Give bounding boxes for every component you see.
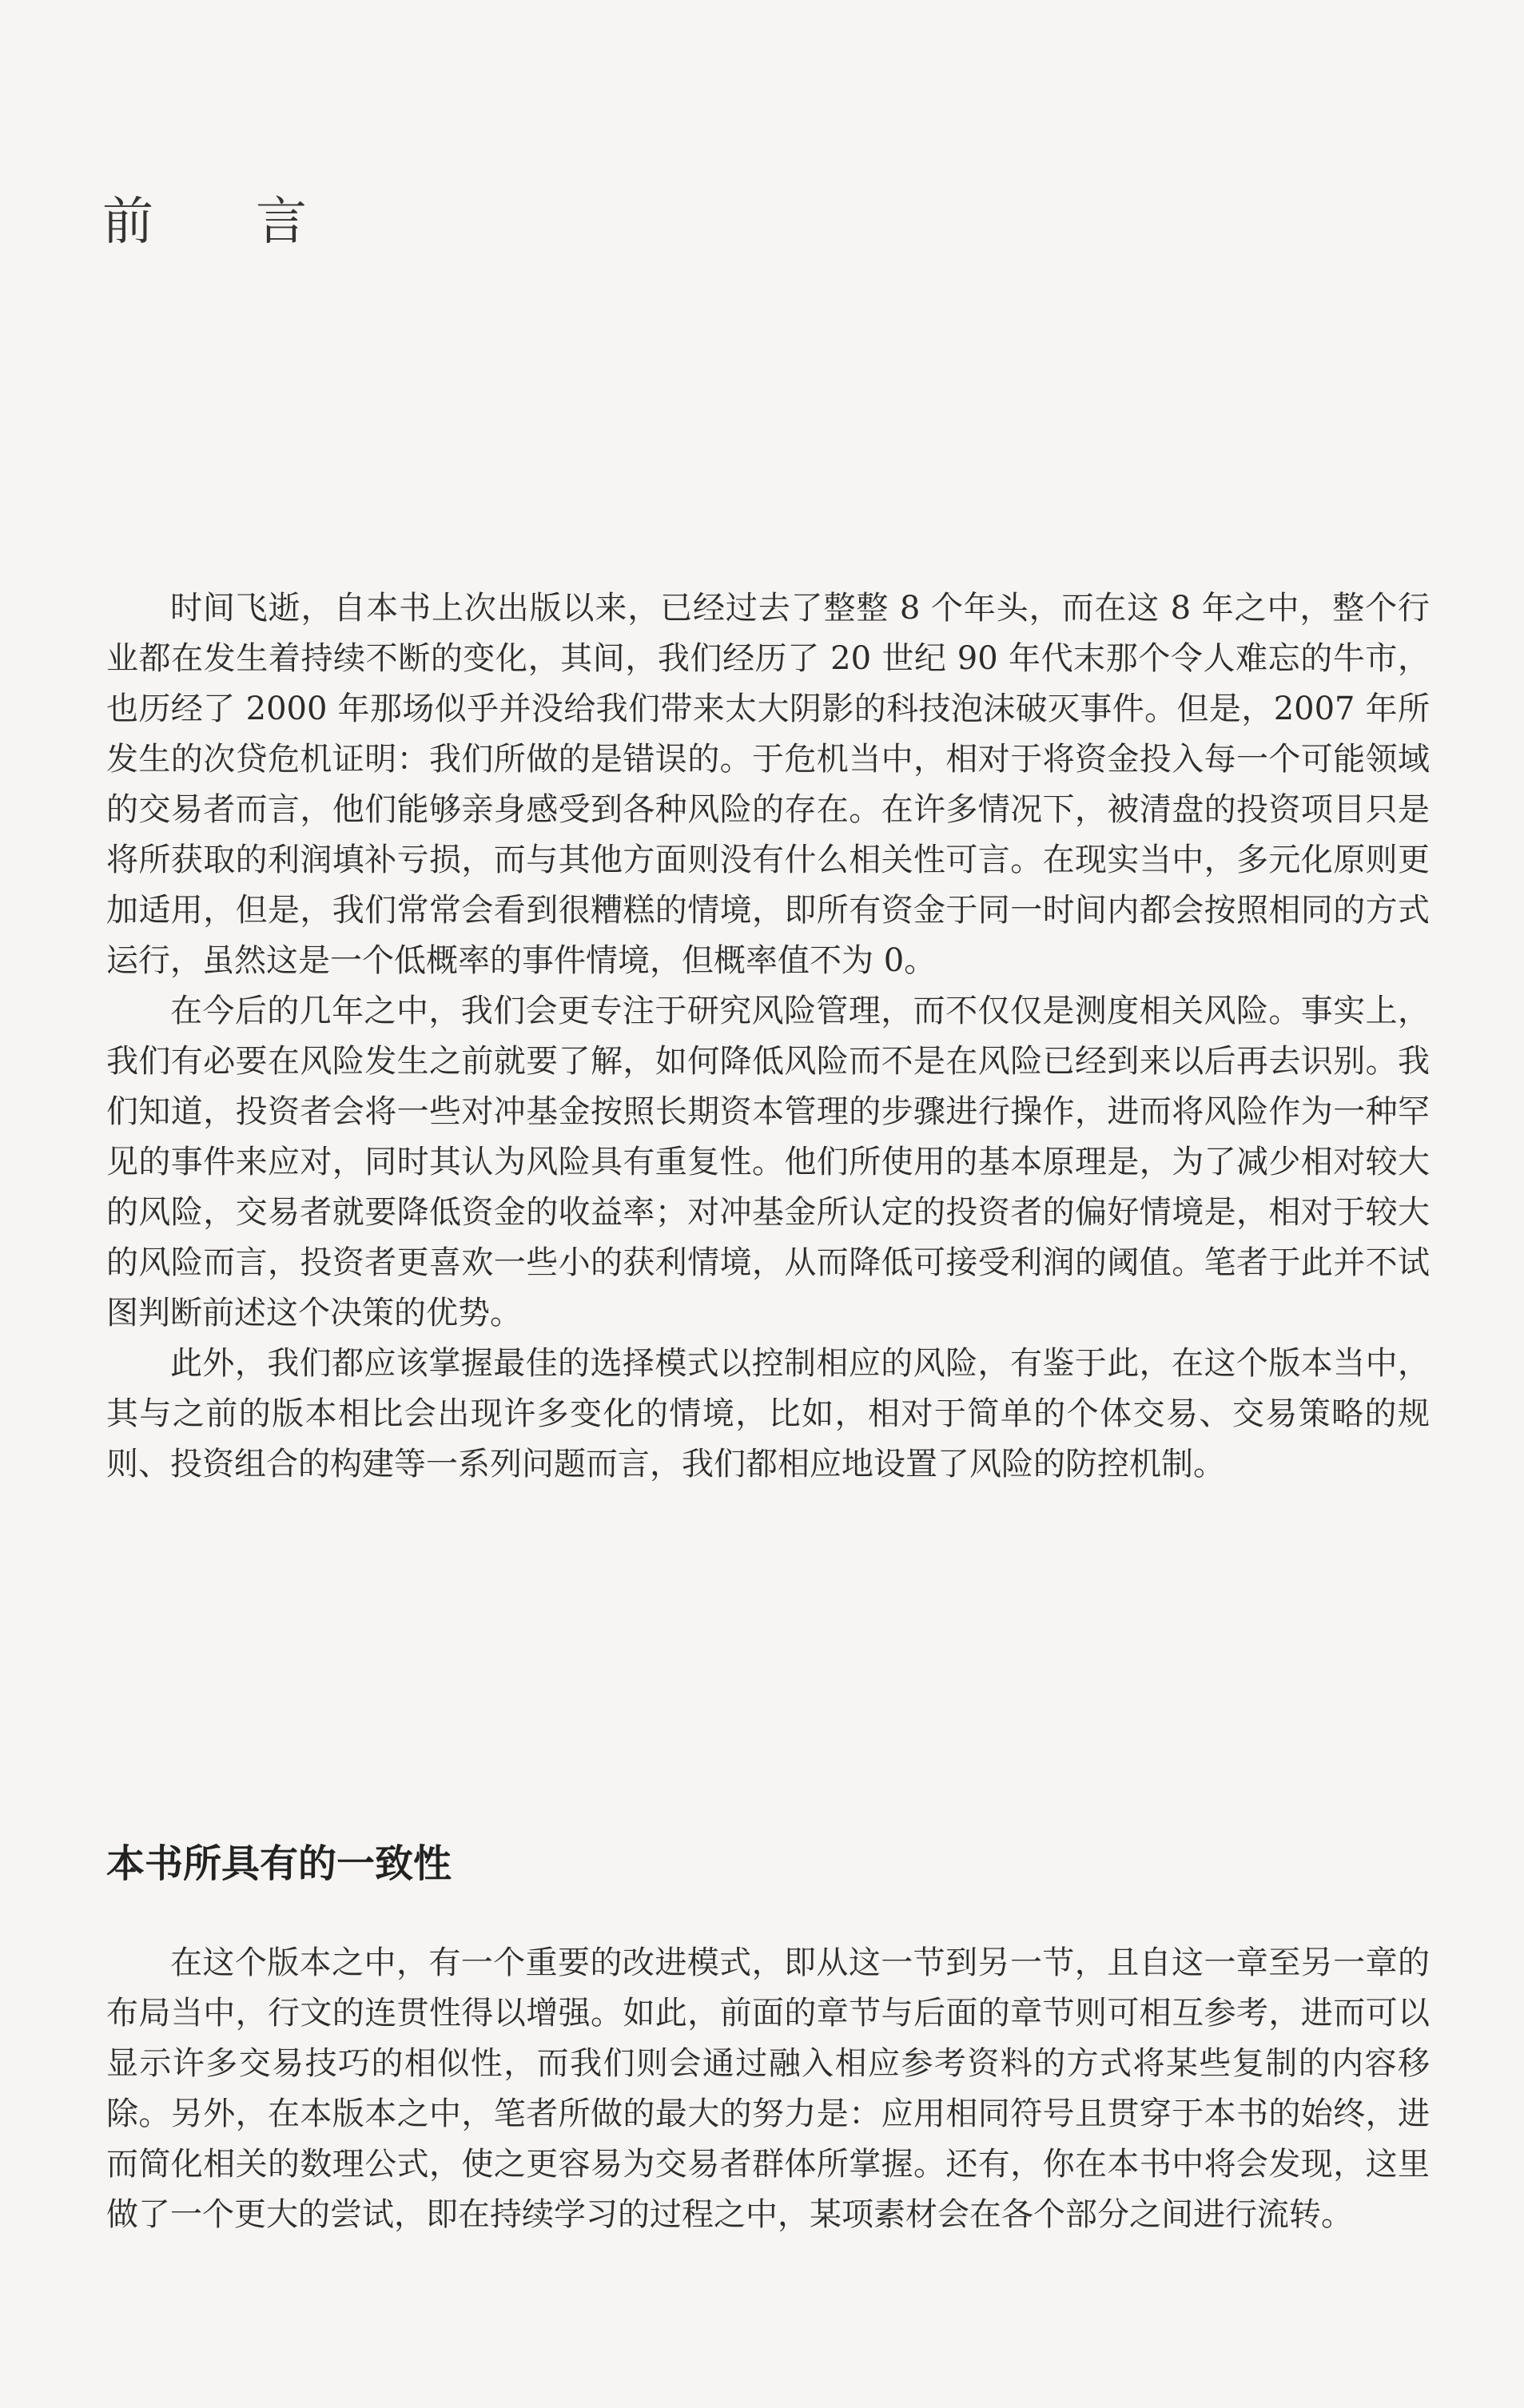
chapter-title: 前 言 [102,193,307,252]
consistency-body [106,1938,1430,2240]
intro-body [106,583,1430,1490]
consistency-paragraph-1: 在这个版本之中，有一个重要的改进模式，即从这一节到另一节，且自这一章至另一章的布局当中，行文的连贯性得以增强。如此，前面的章节与后面的章节则可相互参考，进而可以显示许多交易技巧的相似性，而我们则会通过融入相应参考资料的方式将某些复制的内容移除。另外，在本版本之中，笔者所做的最大的努力是：应用相同符号且贯穿于本书的始终，进而简化相关的数理公式，使之更容易为交易者群体所掌握。还有，你在本书中将会发现，这里做了一个更大的尝试，即在持续学习的过程之中，某项素材会在各个部分之间进行流转。 [106,1944,1430,2233]
section-title-consistency: 本书所具有的一致性 [106,1841,452,1886]
intro-paragraph-1: 时间飞逝，自本书上次出版以来，已经过去了整整 8 个年头，而在这 8 年之中，整个行业都在发生着持续不断的变化，其间，我们经历了 20 世纪 90 年代末那个令人难忘的牛市，也历经了 2000 年那场似乎并没给我们带来太大阴影的科技泡沫破灭事件。但是，2007 年所发生的次贷危机证明：我们所做的是错误的。于危机当中，相对于将资金投入每一个可能领域的交易者而言，他们能够亲身感受到各种风险的存在。在许多情况下，被清盘的投资项目只是将所获取的利润填补亏损，而与其他方面则没有什么相关性可言。在现实当中，多元化原则更加适用，但是，我们常常会看到很糟糕的情境，即所有资金于同一时间内都会按照相同的方式运行，虽然这是一个低概率的事件情境，但概率值不为 0。 [106,590,1430,979]
intro-paragraph-3: 此外，我们都应该掌握最佳的选择模式以控制相应的风险，有鉴于此，在这个版本当中，其与之前的版本相比会出现许多变化的情境，比如，相对于简单的个体交易、交易策略的规则、投资组合的构建等一系列问题而言，我们都相应地设置了风险的防控机制。 [106,1345,1430,1483]
intro-paragraph-2: 在今后的几年之中，我们会更专注于研究风险管理，而不仅仅是测度相关风险。事实上，我们有必要在风险发生之前就要了解，如何降低风险而不是在风险已经到来以后再去识别。我们知道，投资者会将一些对冲基金按照长期资本管理的步骤进行操作，进而将风险作为一种罕见的事件来应对，同时其认为风险具有重复性。他们所使用的基本原理是，为了减少相对较大的风险，交易者就要降低资金的收益率；对冲基金所认定的投资者的偏好情境是，相对于较大的风险而言，投资者更喜欢一些小的获利情境，从而降低可接受利润的阈值。笔者于此并不试图判断前述这个决策的优势。 [106,993,1430,1331]
